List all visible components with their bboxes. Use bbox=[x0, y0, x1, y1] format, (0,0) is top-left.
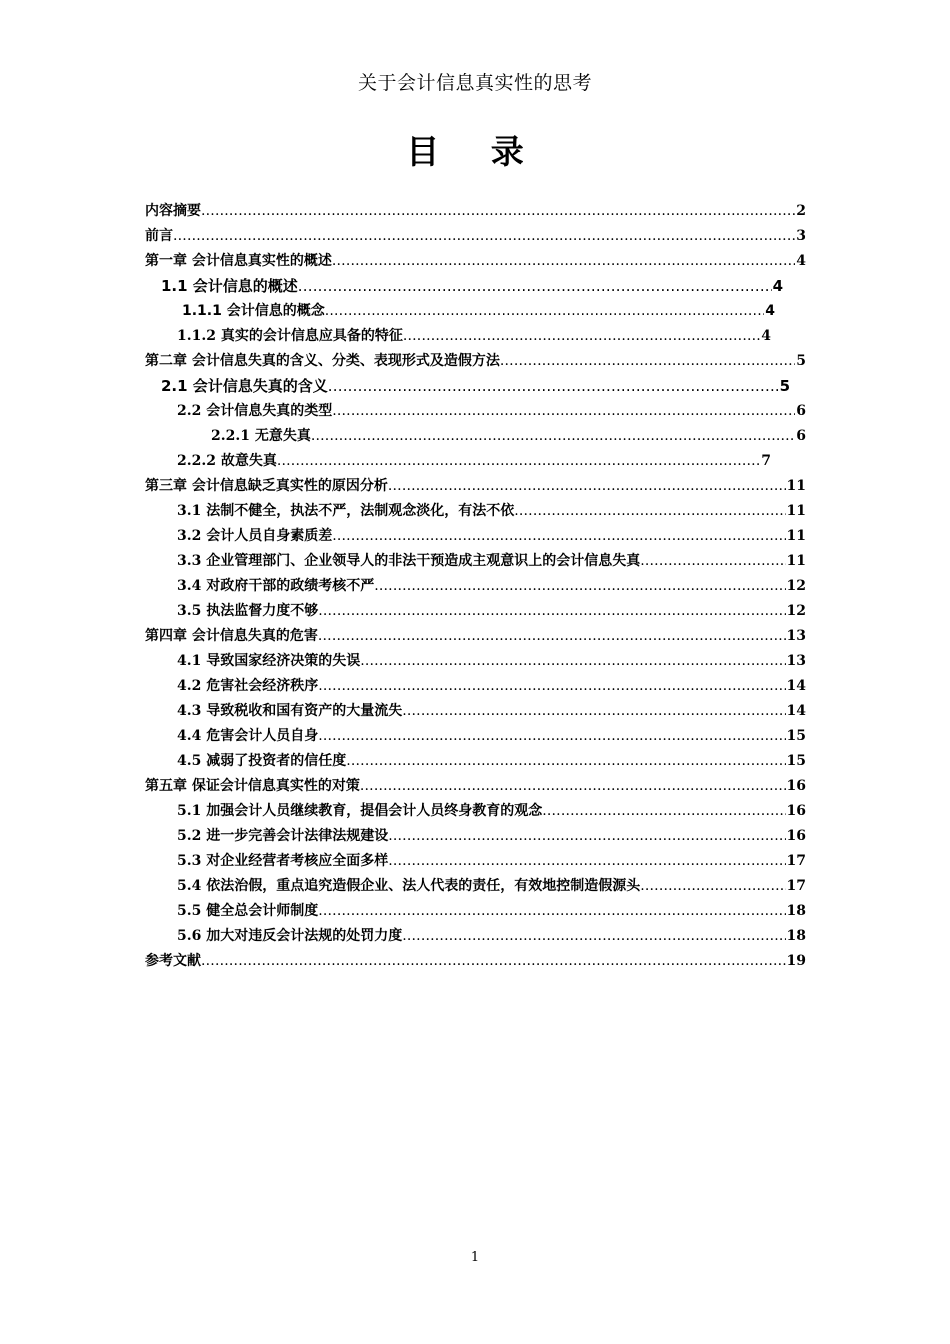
toc-leader-dots bbox=[403, 328, 760, 344]
toc-entry-section-1-1[interactable] bbox=[161, 275, 783, 299]
toc-entry-label: 5.4 依法治假，重点追究造假企业、法人代表的责任，有效地控制造假源头 bbox=[177, 878, 641, 894]
toc-entry-section-3-2[interactable] bbox=[177, 525, 806, 549]
toc-entry-section-4-5[interactable] bbox=[177, 750, 806, 774]
toc-entry-label: 3.3 企业管理部门、企业领导人的非法干预造成主观意识上的会计信息失真 bbox=[177, 553, 641, 569]
toc-entry-page: 12 bbox=[786, 578, 806, 594]
toc-entry-label: 4.3 导致税收和国有资产的大量流失 bbox=[177, 703, 403, 719]
toc-entry-label: 5.1 加强会计人员继续教育，提倡会计人员终身教育的观念 bbox=[177, 803, 543, 819]
toc-entry-page: 4 bbox=[772, 277, 783, 295]
toc-entry-page: 16 bbox=[786, 803, 806, 819]
toc-entry-page: 11 bbox=[786, 478, 806, 494]
toc-entry-label: 4.2 危害社会经济秩序 bbox=[177, 678, 319, 694]
toc-entry-chapter-3[interactable] bbox=[145, 475, 806, 499]
toc-entry-section-4-2[interactable] bbox=[177, 675, 806, 699]
toc-leader-dots bbox=[514, 503, 785, 519]
toc-entry-section-2-2-1[interactable] bbox=[211, 425, 806, 449]
toc-leader-dots bbox=[318, 903, 785, 919]
toc-leader-dots bbox=[298, 277, 772, 295]
toc-leader-dots bbox=[201, 953, 786, 969]
toc-entry-label: 第三章 会计信息缺乏真实性的原因分析 bbox=[145, 478, 388, 494]
toc-leader-dots bbox=[332, 528, 785, 544]
toc-entry-section-2-2[interactable] bbox=[177, 400, 806, 424]
toc-entry-page: 13 bbox=[786, 628, 806, 644]
toc-entry-label: 1.1.2 真实的会计信息应具备的特征 bbox=[177, 328, 403, 344]
toc-leader-dots bbox=[500, 353, 795, 369]
toc-entry-page: 6 bbox=[796, 428, 806, 444]
toc-entry-page: 12 bbox=[786, 603, 806, 619]
toc-entry-section-5-2[interactable] bbox=[177, 825, 806, 849]
toc-entry-label: 内容摘要 bbox=[145, 203, 201, 219]
toc-entry-label: 3.2 会计人员自身素质差 bbox=[177, 528, 333, 544]
toc-entry-label: 2.2 会计信息失真的类型 bbox=[177, 403, 333, 419]
toc-entry-label: 2.1 会计信息失真的含义 bbox=[161, 377, 328, 395]
toc-leader-dots bbox=[325, 303, 765, 319]
toc-leader-dots bbox=[542, 803, 785, 819]
toc-entry-section-4-4[interactable] bbox=[177, 725, 806, 749]
toc-entry-page: 16 bbox=[786, 828, 806, 844]
toc-entry-label: 5.2 进一步完善会计法律法规建设 bbox=[177, 828, 389, 844]
toc-title: 目 录 bbox=[406, 132, 544, 171]
toc-entry-label: 5.5 健全总会计师制度 bbox=[177, 903, 319, 919]
toc-entry-label: 5.3 对企业经营者考核应全面多样 bbox=[177, 853, 389, 869]
document-header: 关于会计信息真实性的思考 bbox=[357, 72, 592, 94]
toc-entry-label: 前言 bbox=[145, 228, 173, 244]
toc-entry-page: 13 bbox=[786, 653, 806, 669]
toc-leader-dots bbox=[318, 678, 785, 694]
toc-entry-section-1-1-2[interactable] bbox=[177, 325, 771, 349]
toc-leader-dots bbox=[277, 453, 760, 469]
toc-entry-section-2-1[interactable] bbox=[161, 375, 790, 399]
toc-entry-page: 14 bbox=[786, 703, 806, 719]
toc-entry-page: 4 bbox=[761, 328, 771, 344]
toc-leader-dots bbox=[374, 578, 785, 594]
toc-leader-dots bbox=[640, 878, 785, 894]
toc-leader-dots bbox=[360, 653, 785, 669]
toc-entry-preface[interactable] bbox=[145, 225, 806, 249]
toc-entry-section-4-1[interactable] bbox=[177, 650, 806, 674]
toc-leader-dots bbox=[346, 753, 785, 769]
toc-leader-dots bbox=[388, 828, 785, 844]
toc-entry-section-5-4[interactable] bbox=[177, 875, 806, 899]
toc-entry-references[interactable] bbox=[145, 950, 806, 974]
toc-entry-section-3-4[interactable] bbox=[177, 575, 806, 599]
toc-leader-dots bbox=[640, 553, 785, 569]
toc-entry-page: 3 bbox=[796, 228, 806, 244]
toc-entry-page: 11 bbox=[786, 503, 806, 519]
toc-entry-page: 2 bbox=[796, 203, 806, 219]
toc-entry-section-4-3[interactable] bbox=[177, 700, 806, 724]
toc-leader-dots bbox=[402, 703, 785, 719]
toc-entry-page: 16 bbox=[786, 778, 806, 794]
toc-entry-page: 7 bbox=[761, 453, 771, 469]
toc-entry-label: 4.5 减弱了投资者的信任度 bbox=[177, 753, 347, 769]
toc-entry-page: 15 bbox=[786, 728, 806, 744]
toc-leader-dots bbox=[318, 728, 785, 744]
toc-entry-label: 第五章 保证会计信息真实性的对策 bbox=[145, 778, 360, 794]
toc-leader-dots bbox=[360, 778, 786, 794]
toc-leader-dots bbox=[402, 928, 785, 944]
toc-entry-label: 5.6 加大对违反会计法规的处罚力度 bbox=[177, 928, 403, 944]
toc-entry-chapter-4[interactable] bbox=[145, 625, 806, 649]
toc-entry-page: 4 bbox=[765, 303, 775, 319]
toc-leader-dots bbox=[332, 253, 795, 269]
toc-entry-page: 18 bbox=[786, 928, 806, 944]
toc-entry-label: 参考文献 bbox=[145, 953, 201, 969]
toc-entry-label: 4.1 导致国家经济决策的失误 bbox=[177, 653, 361, 669]
toc-leader-dots bbox=[332, 403, 795, 419]
toc-entry-page: 17 bbox=[786, 853, 806, 869]
toc-entry-section-5-3[interactable] bbox=[177, 850, 806, 874]
toc-entry-chapter-2[interactable] bbox=[145, 350, 806, 374]
toc-entry-section-5-6[interactable] bbox=[177, 925, 806, 949]
toc-entry-abstract[interactable] bbox=[145, 200, 806, 224]
toc-entry-label: 第一章 会计信息真实性的概述 bbox=[145, 253, 332, 269]
toc-entry-chapter-5[interactable] bbox=[145, 775, 806, 799]
toc-entry-section-5-1[interactable] bbox=[177, 800, 806, 824]
toc-leader-dots bbox=[328, 377, 779, 395]
toc-entry-page: 5 bbox=[796, 353, 806, 369]
page-number: 1 bbox=[470, 1250, 480, 1265]
toc-leader-dots bbox=[311, 428, 795, 444]
toc-entry-page: 18 bbox=[786, 903, 806, 919]
toc-entry-page: 11 bbox=[786, 528, 806, 544]
toc-entry-label: 第二章 会计信息失真的含义、分类、表现形式及造假方法 bbox=[145, 353, 500, 369]
toc-entry-label: 第四章 会计信息失真的危害 bbox=[145, 628, 318, 644]
toc-entry-label: 2.2.1 无意失真 bbox=[211, 428, 311, 444]
toc-entry-section-3-1[interactable] bbox=[177, 500, 806, 524]
toc-entry-page: 5 bbox=[779, 377, 790, 395]
toc-entry-section-3-5[interactable] bbox=[177, 600, 806, 624]
toc-leader-dots bbox=[318, 628, 786, 644]
toc-entry-page: 4 bbox=[796, 253, 806, 269]
toc-entry-label: 1.1 会计信息的概述 bbox=[161, 277, 298, 295]
toc-leader-dots bbox=[201, 203, 795, 219]
toc-leader-dots bbox=[388, 478, 786, 494]
toc-entry-page: 6 bbox=[796, 403, 806, 419]
toc-leader-dots bbox=[388, 853, 785, 869]
toc-entry-label: 3.5 执法监督力度不够 bbox=[177, 603, 319, 619]
toc-entry-label: 3.4 对政府干部的政绩考核不严 bbox=[177, 578, 375, 594]
toc-entry-page: 15 bbox=[786, 753, 806, 769]
toc-entry-page: 14 bbox=[786, 678, 806, 694]
toc-entry-label: 4.4 危害会计人员自身 bbox=[177, 728, 319, 744]
toc-entry-label: 3.1 法制不健全，执法不严，法制观念淡化，有法不依 bbox=[177, 503, 515, 519]
toc-entry-page: 17 bbox=[786, 878, 806, 894]
toc-entry-section-1-1-1[interactable] bbox=[182, 300, 775, 324]
toc-leader-dots bbox=[173, 228, 795, 244]
toc-leader-dots bbox=[318, 603, 785, 619]
toc-entry-section-3-3[interactable] bbox=[177, 550, 806, 574]
toc-entry-label: 2.2.2 故意失真 bbox=[177, 453, 277, 469]
toc-entry-page: 19 bbox=[786, 953, 806, 969]
toc-entry-section-2-2-2[interactable] bbox=[177, 450, 771, 474]
toc-entry-label: 1.1.1 会计信息的概念 bbox=[182, 303, 325, 319]
toc-entry-section-5-5[interactable] bbox=[177, 900, 806, 924]
toc-entry-page: 11 bbox=[786, 553, 806, 569]
toc-entry-chapter-1[interactable] bbox=[145, 250, 806, 274]
